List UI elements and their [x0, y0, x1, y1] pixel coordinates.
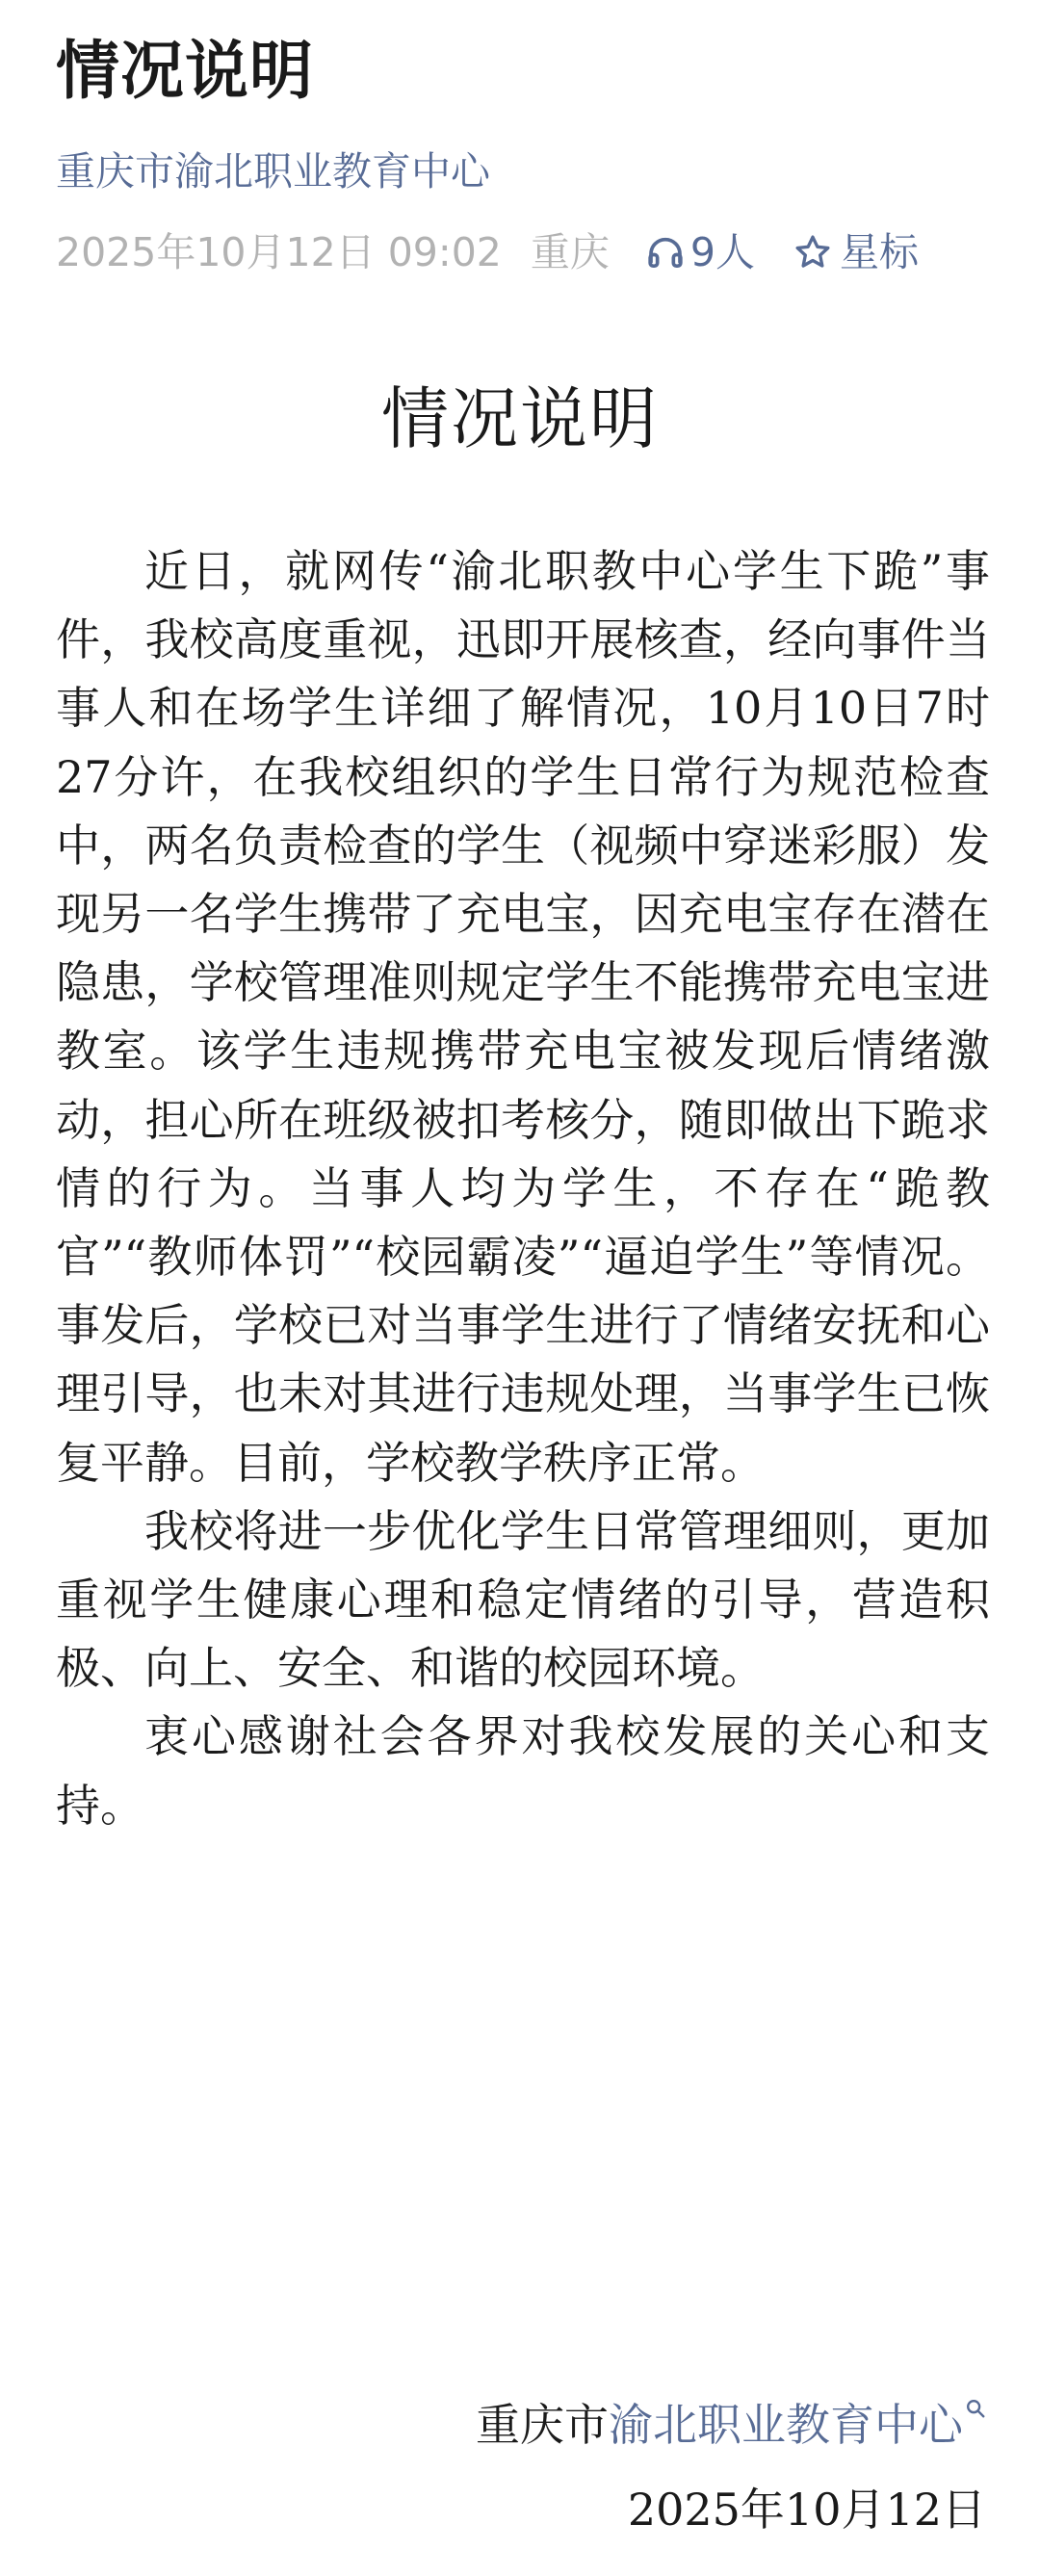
star-icon	[793, 233, 832, 272]
article-paragraph: 我校将进一步优化学生日常管理细则，更加重视学生健康心理和稳定情绪的引导，营造积极、向上、安全、和谐的校园环境。	[56, 1504, 990, 1695]
signature-org	[476, 2390, 986, 2459]
listener-count: 9人	[689, 229, 755, 275]
article-paragraph: 衷心感谢社会各界对我校发展的关心和支持。	[56, 1710, 990, 1832]
article-paragraph: 近日，就网传“渝北职教中心学生下跪”事件，我校高度重视，迅即开展核查，经向事件当事人和在场学生详细了解情况，10月10日7时27分许，在我校组织的学生日常行为规范检查中，两名负责检查的学生（视频中穿迷彩服）发现另一名学生携带了充电宝，因充电宝存在潜在隐患，学校管理准则规定学生不能携带充电宝进教室。该学生违规携带充电宝被发现后情绪激动，担心所在班级被扣考核分，随即做出下跪求情的行为。当事人均为学生，不存在“跪教官”“教师体罚”“校园霸凌”“逼迫学生”等情况。事发后，学校已对当事学生进行了情绪安抚和心理引导，也未对其进行违规处理，当事学生已恢复平静。目前，学校教学秩序正常。	[56, 545, 990, 1489]
search-icon[interactable]	[965, 2398, 986, 2419]
signature-block	[476, 2390, 986, 2544]
meta-row	[56, 223, 919, 281]
publish-date: 2025年10月12日 09:02	[56, 229, 502, 275]
account-name-link[interactable]: 重庆市渝北职业教育中心	[56, 148, 490, 195]
star-label: 星标	[839, 229, 919, 275]
headphones-icon	[646, 233, 685, 272]
document-title: 情况说明	[381, 379, 659, 458]
signature-org-prefix: 重庆市	[476, 2399, 609, 2451]
star-button[interactable]	[793, 223, 919, 281]
listen-button[interactable]	[646, 223, 755, 281]
signature-org-link[interactable]: 渝北职业教育中心	[609, 2399, 963, 2451]
page-title: 情况说明	[56, 34, 314, 108]
publish-location: 重庆	[530, 229, 610, 275]
article-body	[56, 537, 990, 1840]
signature-date: 2025年10月12日	[627, 2484, 986, 2536]
